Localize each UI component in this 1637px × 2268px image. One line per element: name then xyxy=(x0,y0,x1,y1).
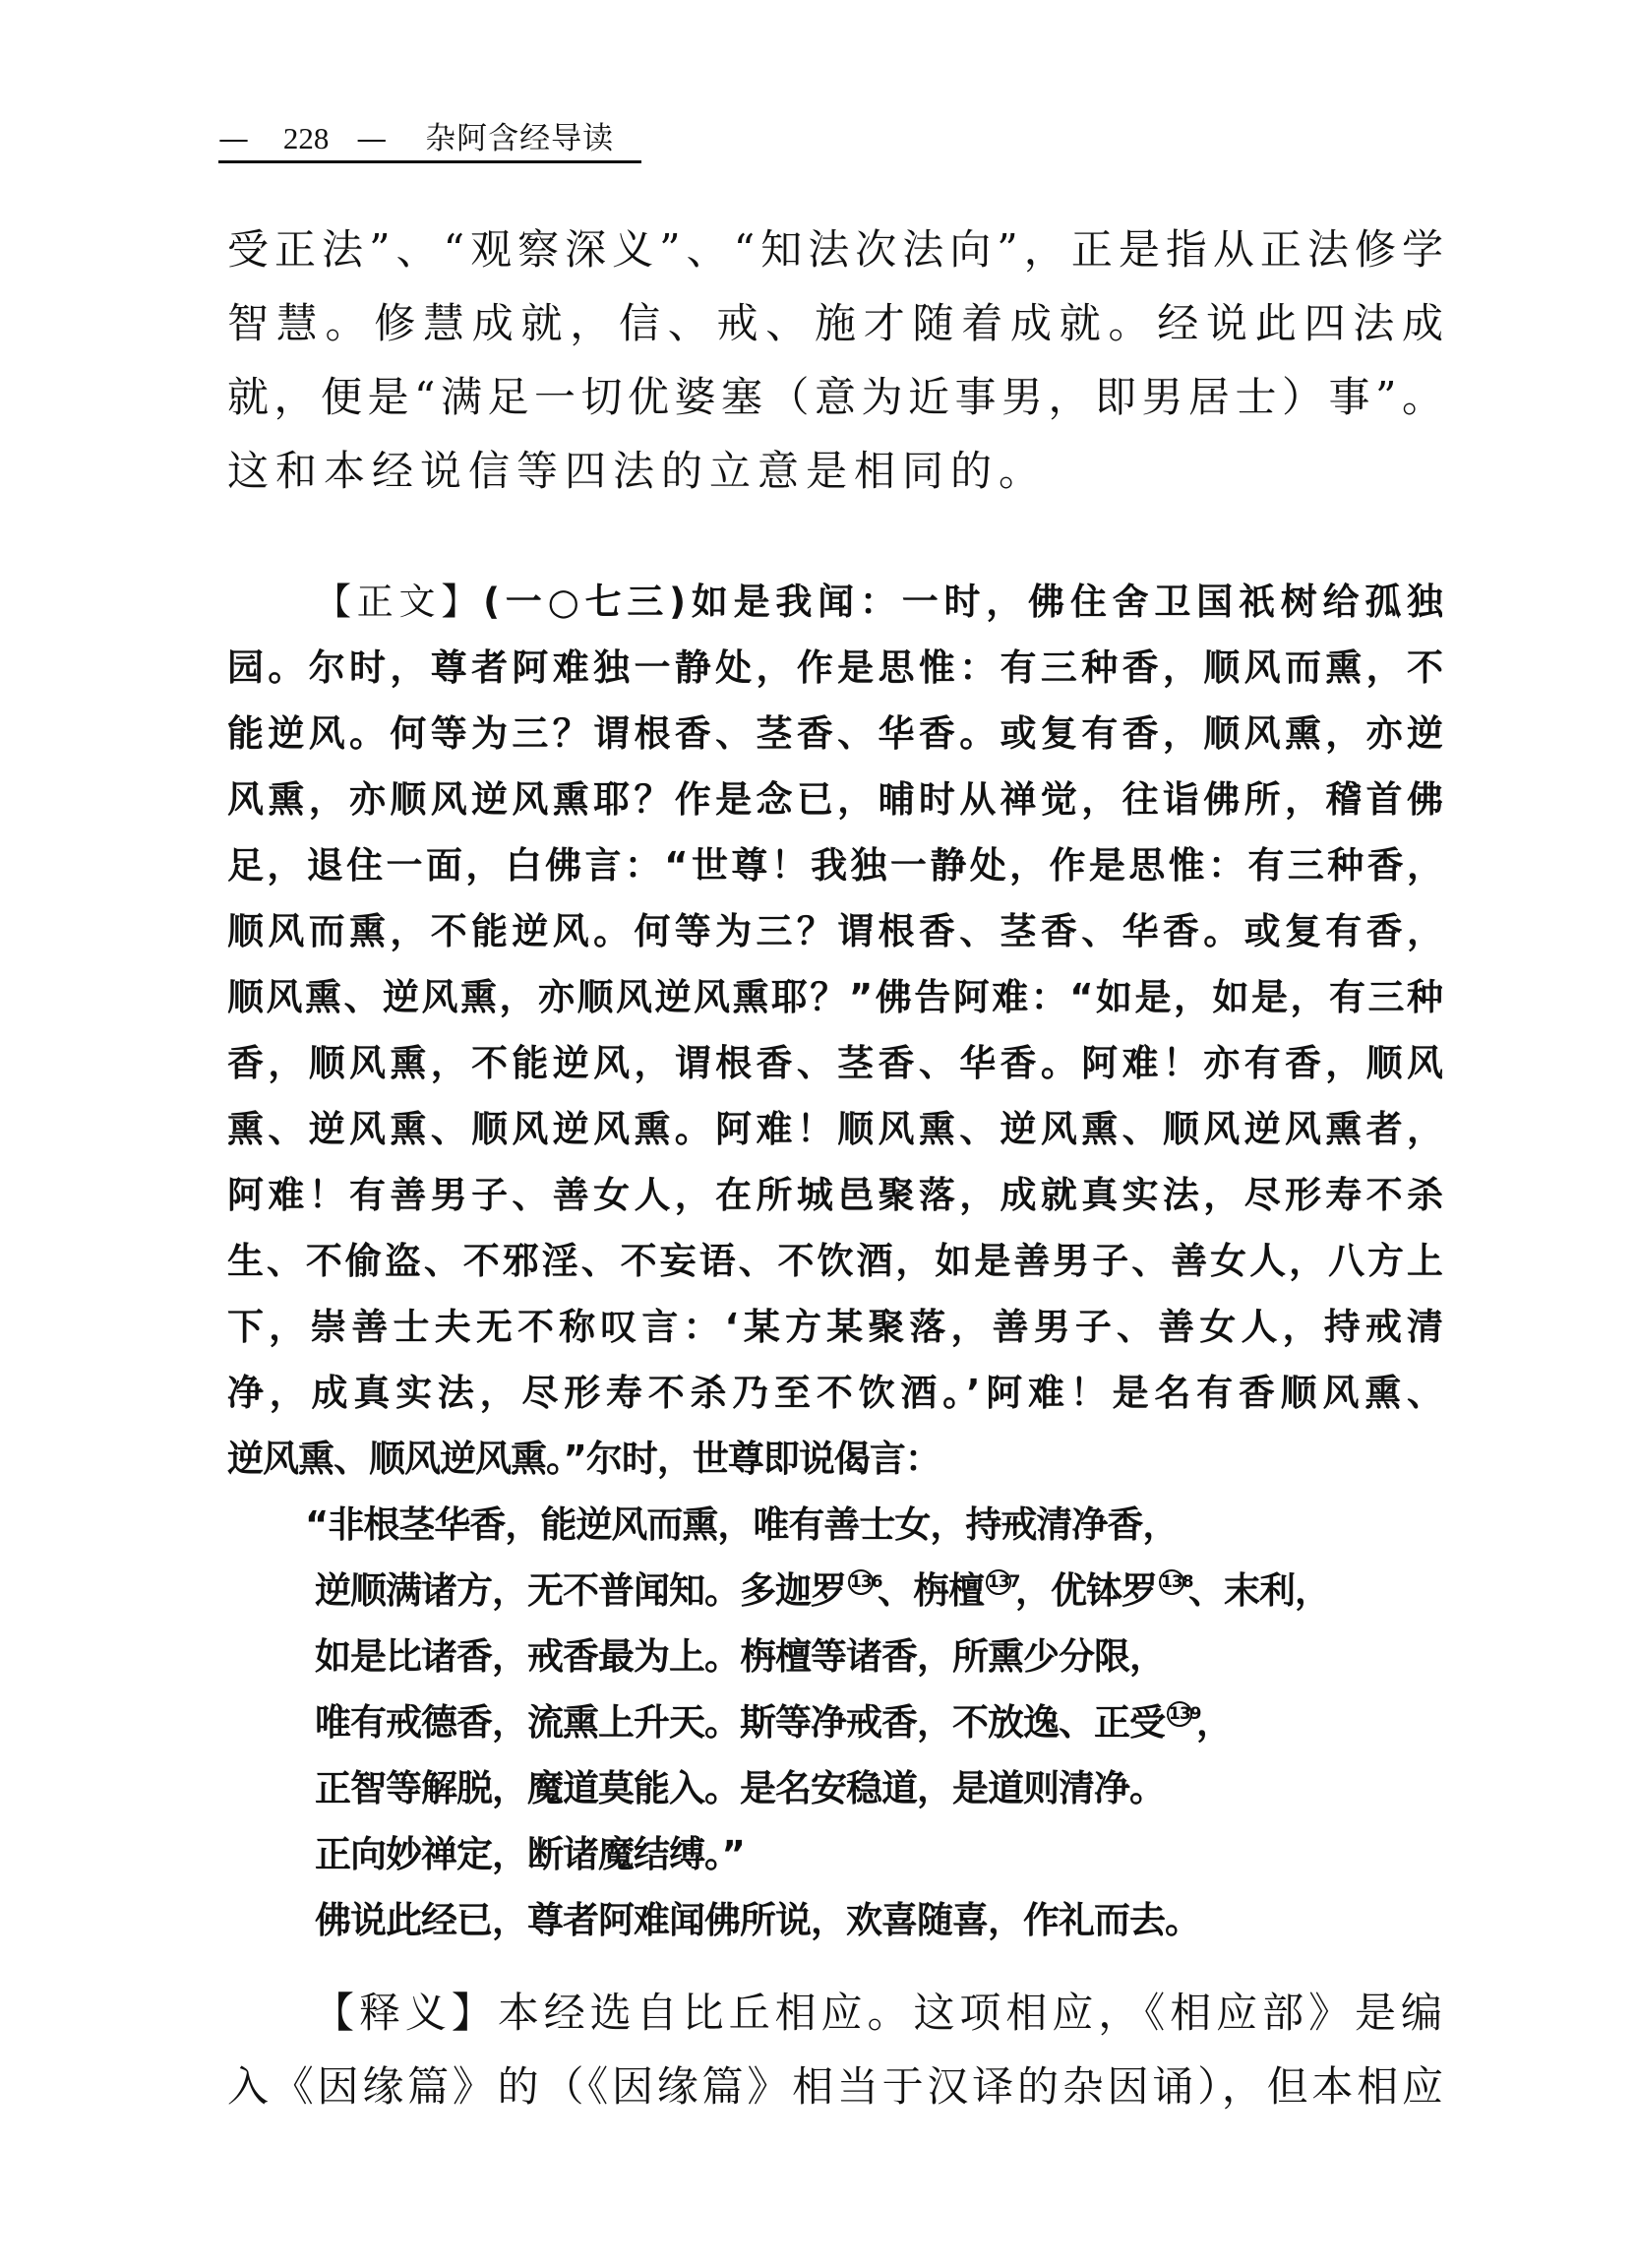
text-line: 净，成真实法，尽形寿不杀乃至不饮酒。’阿难！是名有香顺风熏、 xyxy=(227,1372,1442,1414)
text-line: 香，顺风熏，不能逆风，谓根香、茎香、华香。阿难！亦有香，顺风 xyxy=(227,1042,1442,1084)
verse-line: 如是比诸香，戒香最为上。栴檀等诸香，所熏少分限， xyxy=(315,1635,1165,1678)
text-line: (一○七三)如是我闻：一时，佛住舍卫国祇树给孤独 xyxy=(483,581,1442,623)
verse-text: 唯有戒德香，流熏上升天。斯等净戒香，不放逸、正受 xyxy=(315,1701,1165,1744)
text-line: 能逆风。何等为三？谓根香、茎香、华香。或复有香，顺风熏，亦逆 xyxy=(227,712,1442,755)
verse-line: “非根茎华香，能逆风而熏，唯有善士女，持戒清净香， xyxy=(305,1503,1179,1546)
text-line: 智慧。修慧成就，信、戒、施才随着成就。经说此四法成 xyxy=(227,299,1443,347)
commentary-first-line xyxy=(313,1986,1442,2041)
text-line: 逆风熏、顺风逆风熏。”尔时，世尊即说偈言： xyxy=(227,1438,940,1480)
main-text-first-line xyxy=(315,578,1442,627)
header-dash-right: — xyxy=(356,121,388,156)
page-number: 228 xyxy=(282,121,330,155)
verse-line xyxy=(315,1698,1397,1747)
text-line: 这和本经说信等四法的立意是相同的。 xyxy=(227,447,1048,495)
verse-line: 正向妙禅定，断诸魔结缚。” xyxy=(315,1833,745,1875)
text-line: 阿难！有善男子、善女人，在所城邑聚落，成就真实法，尽形寿不杀 xyxy=(227,1174,1442,1216)
text-line: 熏、逆风熏、顺风逆风熏。阿难！顺风熏、逆风熏、顺风逆风熏者， xyxy=(227,1108,1442,1150)
commentary-label: 【释义】 xyxy=(313,1989,498,2037)
footnote-marker[interactable]: 136 xyxy=(848,1569,874,1595)
verse-text: 逆顺满诸方，无不普闻知。多迦罗 xyxy=(315,1569,846,1612)
verse-text: 、栴檀 xyxy=(878,1569,984,1612)
main-text-label: 【正文】 xyxy=(315,581,484,623)
text-line: 就，便是“满足一切优婆塞（意为近事男，即男居士）事”。 xyxy=(227,373,1443,421)
text-line: 下，崇善士夫无不称叹言：‘某方某聚落，善男子、善女人，持戒清 xyxy=(227,1306,1442,1348)
running-header xyxy=(218,116,641,161)
verse-text: ，优钵罗 xyxy=(1015,1569,1157,1612)
text-line: 入《因缘篇》的（《因缘篇》相当于汉译的杂因诵），但本相应 xyxy=(227,2062,1443,2111)
text-line: 本经选自比丘相应。这项相应，《相应部》是编 xyxy=(497,1989,1442,2037)
text-line: 顺风而熏，不能逆风。何等为三？谓根香、茎香、华香。或复有香， xyxy=(227,910,1442,952)
verse-line: 正智等解脱，魔道莫能入。是名安稳道，是道则清净。 xyxy=(315,1767,1165,1809)
footnote-marker[interactable]: 137 xyxy=(986,1569,1011,1595)
text-line: 园。尔时，尊者阿难独一静处，作是思惟：有三种香，顺风而熏，不 xyxy=(227,646,1442,689)
closing-line: 佛说此经已，尊者阿难闻佛所说，欢喜随喜，作礼而去。 xyxy=(315,1899,1200,1941)
verse-line xyxy=(315,1566,1436,1616)
verse-text: 、末利， xyxy=(1188,1569,1330,1612)
header-dash-left: — xyxy=(218,121,249,156)
text-line: 生、不偷盗、不邪淫、不妄语、不饮酒，如是善男子、善女人，八方上 xyxy=(227,1240,1442,1282)
text-line: 风熏，亦顺风逆风熏耶？作是念已，晡时从禅觉，往诣佛所，稽首佛 xyxy=(227,778,1442,821)
book-title: 杂阿含经导读 xyxy=(425,121,615,156)
footnote-marker[interactable]: 139 xyxy=(1167,1701,1192,1727)
footnote-marker[interactable]: 138 xyxy=(1159,1569,1184,1595)
text-line: 足，退住一面，白佛言：“世尊！我独一静处，作是思惟：有三种香， xyxy=(227,844,1442,887)
header-rule xyxy=(218,160,641,163)
text-line: 受正法”、“观察深义”、“知法次法向”，正是指从正法修学 xyxy=(227,225,1443,274)
text-line: 顺风熏、逆风熏，亦顺风逆风熏耶？”佛告阿难：“如是，如是，有三种 xyxy=(227,976,1442,1018)
verse-text: ， xyxy=(1196,1701,1232,1744)
